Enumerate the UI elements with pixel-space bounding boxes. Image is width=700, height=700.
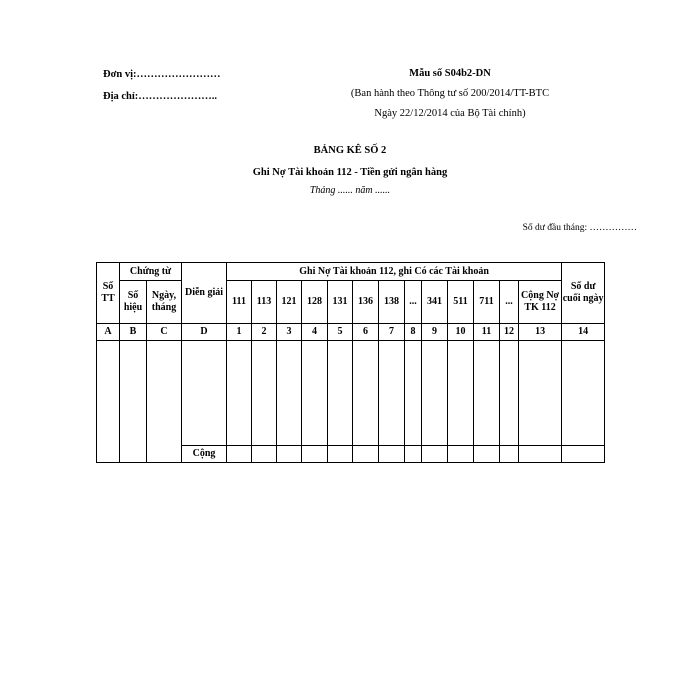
- index-cell: 14: [562, 324, 605, 341]
- total-cell[interactable]: [519, 341, 562, 446]
- index-cell: 9: [422, 324, 448, 341]
- stt-cell[interactable]: [97, 341, 120, 463]
- amount-cell[interactable]: [227, 341, 252, 446]
- col-header-total: Cộng Nợ TK 112: [519, 281, 562, 324]
- col-header-account: 711: [474, 281, 500, 324]
- amount-cell[interactable]: [353, 341, 379, 446]
- total-amount-cell[interactable]: [302, 446, 328, 463]
- index-cell: 3: [277, 324, 302, 341]
- index-cell: 7: [379, 324, 405, 341]
- col-header-account: 121: [277, 281, 302, 324]
- index-cell: B: [120, 324, 147, 341]
- col-header-account: 138: [379, 281, 405, 324]
- total-amount-cell[interactable]: [277, 446, 302, 463]
- amount-cell[interactable]: [252, 341, 277, 446]
- ledger-table: [96, 262, 605, 463]
- index-cell: A: [97, 324, 120, 341]
- col-header-voucher-date: Ngày, tháng: [147, 281, 182, 324]
- index-cell: C: [147, 324, 182, 341]
- unit-label: Đơn vị:……………………: [103, 69, 221, 80]
- index-cell: 1: [227, 324, 252, 341]
- amount-cell[interactable]: [379, 341, 405, 446]
- col-header-account: 113: [252, 281, 277, 324]
- total-amount-cell[interactable]: [422, 446, 448, 463]
- period-line: Tháng ...... năm ......: [309, 185, 391, 196]
- total-amount-cell[interactable]: [405, 446, 422, 463]
- description-cell[interactable]: [182, 341, 227, 446]
- group-header-voucher: Chứng từ: [120, 263, 182, 281]
- amount-cell[interactable]: [474, 341, 500, 446]
- col-header-voucher-no: Số hiệu: [120, 281, 147, 324]
- index-cell: 10: [448, 324, 474, 341]
- col-header-description: Diễn giải: [182, 263, 227, 324]
- index-cell: D: [182, 324, 227, 341]
- index-cell: 11: [474, 324, 500, 341]
- col-header-account: 511: [448, 281, 474, 324]
- amount-cell[interactable]: [277, 341, 302, 446]
- col-header-account: 136: [353, 281, 379, 324]
- col-header-account: 111: [227, 281, 252, 324]
- total-amount-cell[interactable]: [227, 446, 252, 463]
- total-closing-cell[interactable]: [562, 446, 605, 463]
- col-header-stt: Số TT: [97, 263, 120, 324]
- form-number: Mẫu số S04b2-DN: [409, 68, 491, 79]
- closing-balance-cell[interactable]: [562, 341, 605, 446]
- page-subtitle: Ghi Nợ Tài khoản 112 - Tiền gửi ngân hàng: [252, 167, 448, 178]
- amount-cell[interactable]: [422, 341, 448, 446]
- table-row: [97, 341, 605, 446]
- index-cell: 13: [519, 324, 562, 341]
- col-header-account: 128: [302, 281, 328, 324]
- issued-by: (Ban hành theo Thông tư số 200/2014/TT-BTC: [350, 88, 550, 99]
- total-amount-cell[interactable]: [252, 446, 277, 463]
- amount-cell[interactable]: [500, 341, 519, 446]
- col-header-account: ...: [500, 281, 519, 324]
- amount-cell[interactable]: [328, 341, 353, 446]
- voucher-no-cell[interactable]: [120, 341, 147, 463]
- total-amount-cell[interactable]: [474, 446, 500, 463]
- page-title: BẢNG KÊ SỐ 2: [313, 145, 387, 156]
- title-block: [0, 143, 700, 199]
- amount-cell[interactable]: [302, 341, 328, 446]
- total-amount-cell[interactable]: [448, 446, 474, 463]
- col-header-account: 131: [328, 281, 353, 324]
- index-cell: 8: [405, 324, 422, 341]
- issued-date: Ngày 22/12/2014 của Bộ Tài chính): [374, 108, 526, 119]
- total-amount-cell[interactable]: [353, 446, 379, 463]
- header-right: [330, 64, 570, 124]
- col-header-account: ...: [405, 281, 422, 324]
- index-cell: 6: [353, 324, 379, 341]
- total-amount-cell[interactable]: [519, 446, 562, 463]
- total-amount-cell[interactable]: [379, 446, 405, 463]
- amount-cell[interactable]: [405, 341, 422, 446]
- total-amount-cell[interactable]: [500, 446, 519, 463]
- address-label: Địa chỉ:…………………..: [103, 91, 218, 102]
- amount-cell[interactable]: [448, 341, 474, 446]
- col-header-account: 341: [422, 281, 448, 324]
- opening-balance: Số dư đầu tháng: ……………: [522, 223, 637, 233]
- total-amount-cell[interactable]: [328, 446, 353, 463]
- group-header-accounts: Ghi Nợ Tài khoản 112, ghi Có các Tài khoản: [227, 263, 562, 281]
- index-cell: 4: [302, 324, 328, 341]
- index-cell: 2: [252, 324, 277, 341]
- index-cell: 5: [328, 324, 353, 341]
- index-cell: 12: [500, 324, 519, 341]
- voucher-date-cell[interactable]: [147, 341, 182, 463]
- header-left: [103, 64, 221, 108]
- index-row: [97, 324, 605, 341]
- total-label: Cộng: [182, 446, 227, 463]
- col-header-closing-balance: Số dư cuối ngày: [562, 263, 605, 324]
